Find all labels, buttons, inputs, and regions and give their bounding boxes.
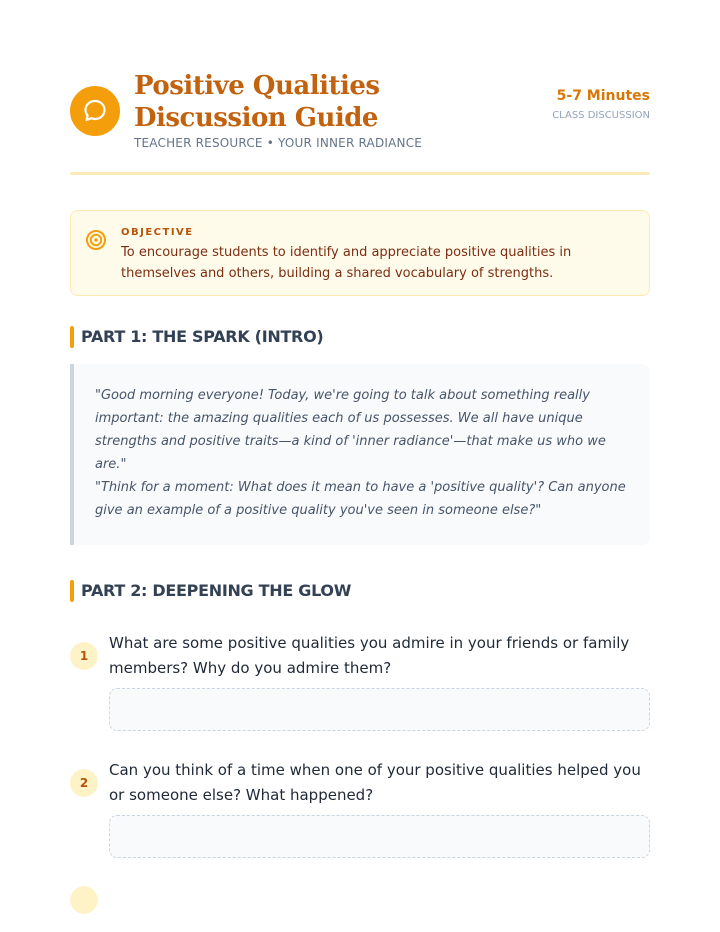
page-title: Positive Qualities Discussion Guide [134, 71, 380, 133]
section-accent-bar [70, 326, 74, 348]
section-accent-bar [70, 580, 74, 602]
objective-label: OBJECTIVE [121, 227, 194, 238]
chat-bubble-icon [70, 86, 120, 136]
session-meta [530, 88, 650, 123]
objective-box [70, 210, 650, 296]
duration-label: 5-7 Minutes [556, 88, 650, 104]
header [70, 70, 650, 154]
question-text-2: Can you think of a time when one of your positive qualities helped you or someone else? What happened? [109, 761, 641, 804]
part1-heading-text: PART 1: THE SPARK (INTRO) [81, 327, 324, 346]
objective-text: To encourage students to identify and appreciate positive qualities in themselves and others, building a shared vocabulary of strengths. [121, 245, 572, 281]
page-subtitle: TEACHER RESOURCE • YOUR INNER RADIANCE [134, 136, 423, 150]
intro-quote-1: "Good morning everyone! Today, we're going to talk about something really important: the amazing qualities each of us possesses. We all have unique strengths and positive traits—a kind of 'inner radiance'—that make us who we are." [95, 388, 606, 472]
intro-quote-2: "Think for a moment: What does it mean to have a 'positive quality'? Can anyone give an example of a positive quality you've seen in someone else?" [95, 480, 626, 518]
part2-heading-text: PART 2: DEEPENING THE GLOW [81, 581, 352, 600]
header-divider [70, 172, 650, 175]
question-number-1: 1 [70, 642, 98, 670]
question-number-2: 2 [70, 769, 98, 797]
title-block [134, 70, 514, 150]
answer-field-1[interactable] [109, 688, 650, 731]
question-text-1: What are some positive qualities you admire in your friends or family members? Why do you admire them? [109, 634, 630, 677]
question-number-3-partial [70, 886, 98, 914]
target-icon [85, 229, 107, 251]
part2-heading [70, 580, 390, 602]
part1-heading [70, 326, 370, 348]
answer-field-2[interactable] [109, 815, 650, 858]
format-label: CLASS DISCUSSION [552, 110, 650, 121]
intro-script [70, 364, 650, 545]
